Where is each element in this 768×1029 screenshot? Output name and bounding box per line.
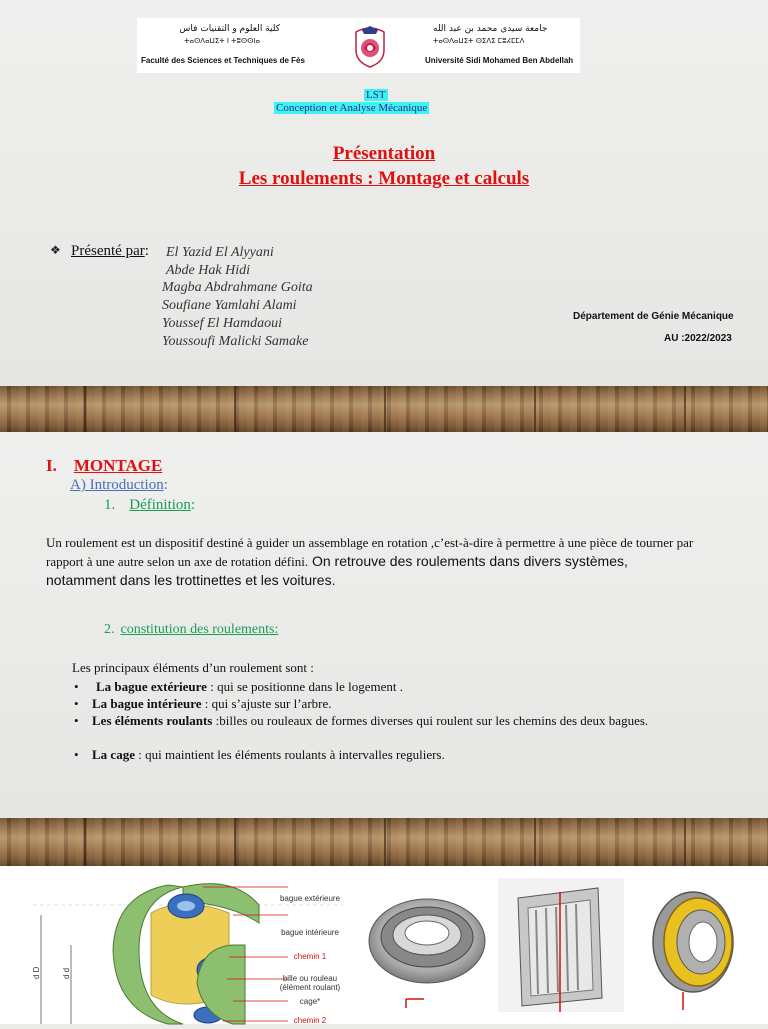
presenter-name: El Yazid El Alyyani: [166, 245, 274, 260]
usmba-arabic-name: جامعة سيدي محمد بن عبد الله: [433, 24, 548, 34]
university-crest-logo: [350, 24, 390, 68]
list-item: • La bague extérieure : qui se positionne dans le logement .: [74, 679, 404, 694]
diamond-bullet-icon: ❖: [50, 243, 61, 257]
label-rolling-element-note: (élément roulant): [279, 983, 341, 992]
course-name: Conception et Analyse Mécanique: [276, 102, 428, 114]
wood-divider: [0, 386, 768, 432]
section-heading: I. MONTAGE: [46, 456, 163, 475]
presenter-label: Présenté par:: [71, 243, 149, 259]
definition-subheading: 1. Définition:: [104, 497, 196, 513]
degree-label: LST: [366, 89, 386, 101]
bearing-images-slide: [0, 866, 768, 1024]
label-inner-ring: bague intérieure: [281, 928, 339, 937]
title-slide: [0, 0, 768, 386]
presenter-names: [162, 244, 313, 350]
list-item: • La cage : qui maintient les éléments roulants à intervalles reguliers.: [74, 747, 445, 762]
presentation-title: Les roulements : Montage et calculs: [238, 168, 530, 189]
presenter-name: Magba Abdrahmane Goita: [162, 280, 313, 296]
definition-paragraph: Un roulement est un dispositif destiné à guider un assemblage en rotation ,c’est-à-dire à permettre à une pièce de tourner par rapport à une autre selon un axe de rotation défini. On retrouve des roulements dans divers systèmes, notamment dans les trottinettes et les voitures.: [46, 535, 694, 588]
fst-arabic-name: كلية العلوم و التقنيات فاس: [179, 24, 280, 34]
presentation-heading: Présentation: [332, 143, 436, 164]
tapered-roller-bearing-image: [364, 881, 490, 1008]
academic-year: AU :2022/2023: [664, 333, 732, 344]
university-header-banner: [137, 18, 580, 73]
department-name: Département de Génie Mécanique: [573, 311, 734, 322]
list-item: • La bague intérieure : qui s’ajuste sur l’arbre.: [74, 696, 332, 711]
label-raceway-1: chemin 1: [293, 952, 327, 961]
usmba-tifinagh-name: ⵜⴰⵙⴷⴰⵡⵉⵜ ⵙⵉⴷⵉ ⵎⵓⵃⵎⵎⴷ: [433, 37, 525, 45]
list-item: • Les éléments roulants :billes ou rouleaux de formes diverses qui roulent sur les chemins des deux bagues.: [74, 713, 649, 728]
presenter-name: Abde Hak Hidi: [166, 262, 250, 278]
label-outer-ring: bague extérieure: [279, 894, 341, 903]
bearing-cross-section-diagram: [33, 875, 343, 1024]
usmba-french-name: Université Sidi Mohamed Ben Abdellah: [425, 56, 574, 65]
fst-french-name: Faculté des Sciences et Techniques de Fès: [141, 56, 305, 65]
fst-tifinagh-name: ⵜⴰⵙⴷⴰⵡⵉⵜ ⵏ ⵜⵓⵙⵙⵏⴰ: [184, 37, 260, 45]
wood-divider: [0, 818, 768, 866]
presenter-name: Youssef El Hamdaoui: [162, 315, 283, 331]
presenter-name: Soufiane Yamlahi Alami: [162, 298, 297, 314]
label-cage: cage*: [299, 997, 321, 1006]
constitution-subheading: 2. constitution des roulements:: [104, 622, 279, 637]
cylindrical-roller-bearing-image: [498, 878, 624, 1012]
dim-label-outer: d D: [32, 966, 41, 979]
label-rolling-element: bille ou rouleau: [282, 974, 338, 983]
intro-subheading: A) Introduction:: [70, 477, 168, 493]
list-intro: Les principaux éléments d’un roulement sont :: [72, 660, 314, 675]
presenter-name: Youssoufi Malicki Samake: [162, 333, 309, 349]
label-raceway-2: chemin 2: [293, 1016, 327, 1025]
dim-label-inner: d d: [62, 967, 71, 979]
caged-roller-bearing-image: [643, 880, 758, 1010]
montage-slide: [0, 432, 768, 818]
